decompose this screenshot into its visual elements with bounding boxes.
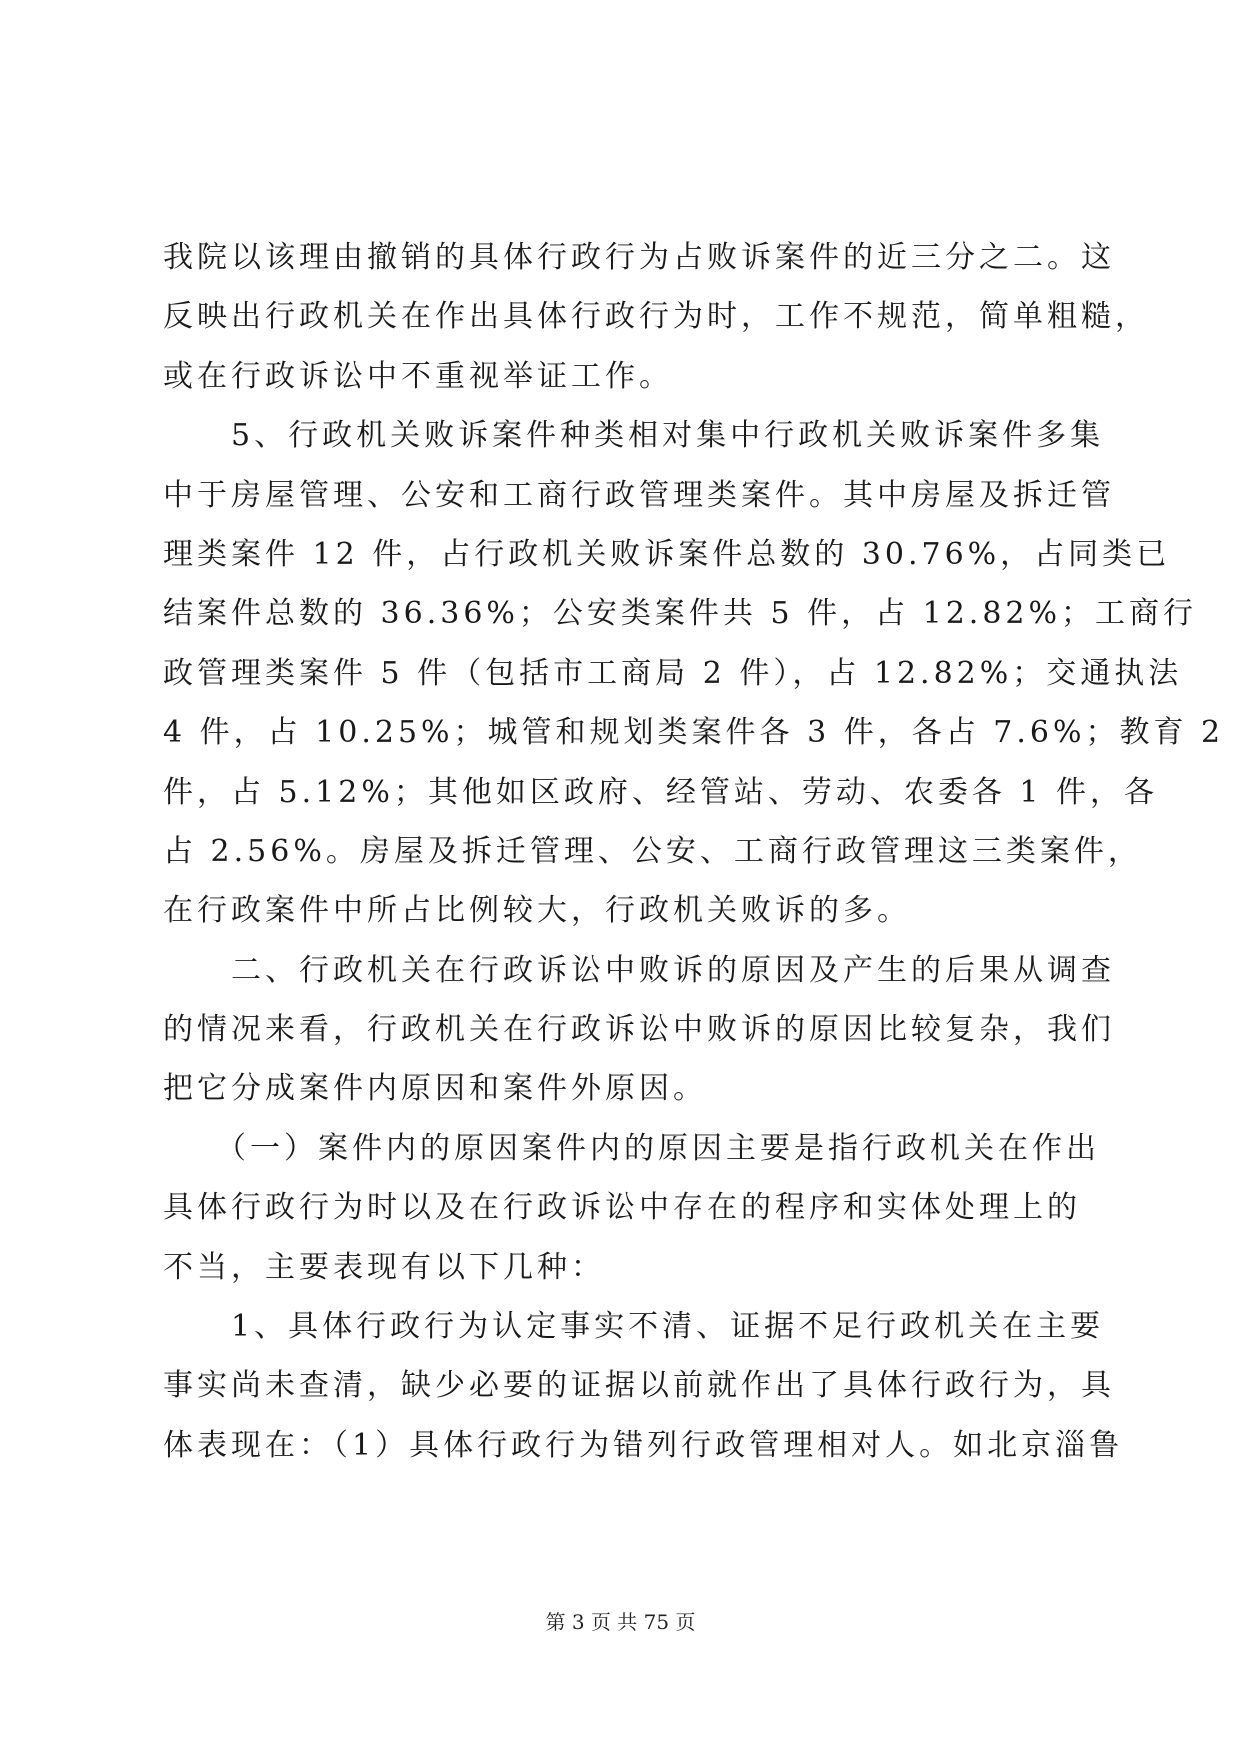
text-line: 把它分成案件内原因和案件外原因。 bbox=[163, 1071, 707, 1107]
text-line: 事实尚未查清，缺少必要的证据以前就作出了具体行政行为，具 bbox=[163, 1368, 1115, 1404]
text-line: （一）案件内的原因案件内的原因主要是指行政机关在作出 bbox=[163, 1130, 1100, 1166]
text-line: 我院以该理由撤销的具体行政行为占败诉案件的近三分之二。这 bbox=[163, 240, 1115, 275]
text-line: 或在行政诉讼中不重视举证工作。 bbox=[163, 358, 673, 394]
text-line: 占 2.56%。房屋及拆迁管理、公安、工商行政管理这三类案件， bbox=[163, 833, 1142, 869]
page-footer: 第 3 页 共 75 页 bbox=[545, 1610, 696, 1634]
text-line: 件，占 5.12%；其他如区政府、经管站、劳动、农委各 1 件，各 bbox=[163, 774, 1158, 810]
text-line: 体表现在：（1）具体行政行为错列行政管理相对人。如北京淄鲁 bbox=[163, 1427, 1124, 1463]
text-line: 反映出行政机关在作出具体行政行为时，工作不规范，简单粗糙， bbox=[163, 299, 1149, 335]
text-line: 4 件，占 10.25%；城管和规划类案件各 3 件，各占 7.6%；教育 2 bbox=[163, 715, 1225, 751]
text-line: 5、行政机关败诉案件种类相对集中行政机关败诉案件多集 bbox=[163, 418, 1105, 454]
text-line: 在行政案件中所占比例较大，行政机关败诉的多。 bbox=[163, 893, 911, 929]
text-line: 理类案件 12 件，占行政机关败诉案件总数的 30.76%，占同类已 bbox=[163, 536, 1171, 572]
text-line: 二、行政机关在行政诉讼中败诉的原因及产生的后果从调查 bbox=[163, 952, 1115, 988]
text-line: 1、具体行政行为认定事实不清、证据不足行政机关在主要 bbox=[163, 1309, 1105, 1345]
text-line: 不当，主要表现有以下几种： bbox=[163, 1249, 605, 1285]
text-line: 结案件总数的 36.36%；公安类案件共 5 件，占 12.82%；工商行 bbox=[163, 596, 1198, 632]
text-line: 的情况来看，行政机关在行政诉讼中败诉的原因比较复杂，我们 bbox=[163, 1012, 1115, 1048]
text-line: 中于房屋管理、公安和工商行政管理类案件。其中房屋及拆迁管 bbox=[163, 477, 1115, 513]
body-text bbox=[163, 228, 1225, 1475]
text-line: 政管理类案件 5 件（包括市工商局 2 件），占 12.82%；交通执法 bbox=[163, 655, 1183, 691]
text-line: 具体行政行为时以及在行政诉讼中存在的程序和实体处理上的 bbox=[163, 1190, 1081, 1226]
